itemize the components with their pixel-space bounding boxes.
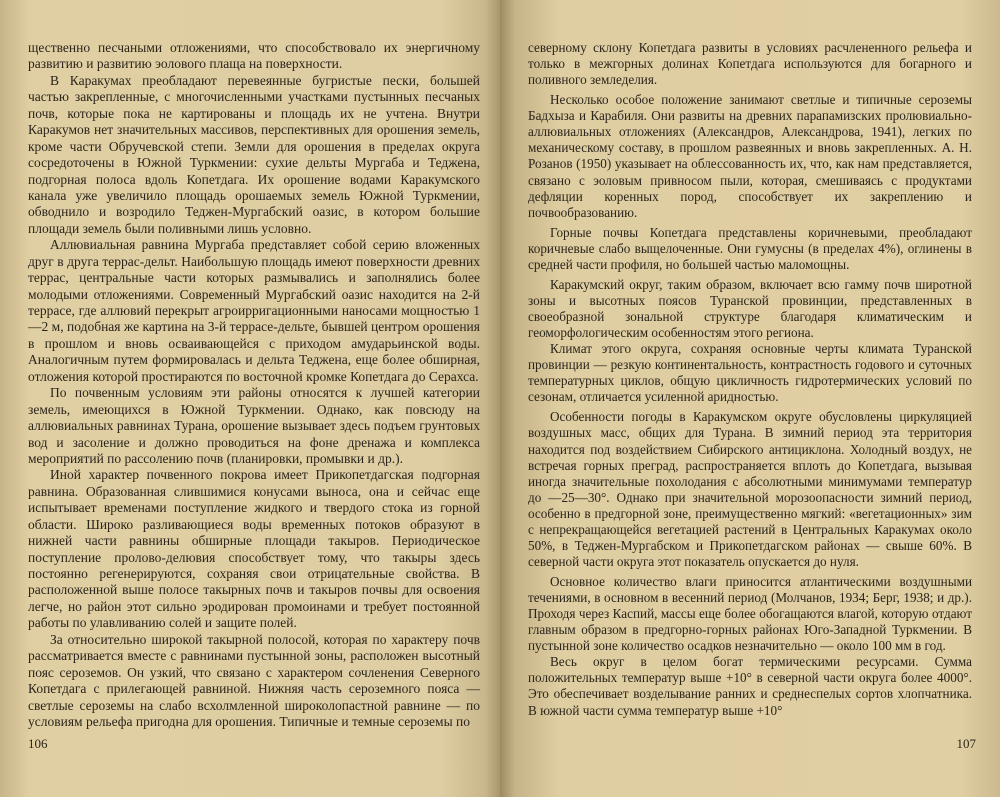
paragraph: По почвенным условиям эти районы относятся к лучшей категории земель, имеющихся в Южной Туркмении. Однако, как повсюду на аллювиальных равнинах Турана, орошение вызывает здесь подъем грунтовых вод и засоление и должно проводиться на фоне дренажа и комплекса мероприятий по рассолению почв (планировки, промывки и др.). (28, 385, 480, 466)
paragraph: Иной характер почвенного покрова имеет Прикопетдагская подгорная равнина. Образованная слившимися конусами выноса, она и сейчас еще испытывает временами поступление жидкого и твердого стока из горной области. Широко разливающиеся воды временных потоков образуют в нижней части равнины обширные площади такыров. Периодическое поступление пролово-делювия способствует тому, что такыры здесь постоянно регенерируются, сохраняя свои отрицательные свойства. В расположенной выше полосе такырных почв и такыров почвы для освоения легче, но район этот сильно эродирован промоинами и требует постоянной работы по улавливанию солей и защите полей. (28, 467, 480, 631)
paragraph: Особенности погоды в Каракумском округе обусловлены циркуляцией воздушных масс, общих для Турана. В зимний период эта территория находится под воздействием Сибирского антициклона. Холодный воздух, не встречая горных преград, распространяется вплоть до Копетдага, вызывая иногда значительные похолодания с абсолютными минимумами температур до —25—30°. Однако при значительной морозоопасности зимний период, особенно в предгорной зоне, преимущественно мягкий: «вегетационных» зим с непрекращающейся вегетацией растений в Центральных Каракумах около 50%, в Теджен-Мургабском и Прикопетдагском районах — свыше 60%. В северной части округа этот показатель опускается до нуля. (528, 409, 972, 569)
paragraph: В Каракумах преобладают перевеянные бугристые пески, большей частью закрепленные, с многочисленными участками пустынных песчаных почв, которые пока не картированы и площадь их не учтена. Внутри Каракумов нет значительных массивов, перспективных для орошения земель, кроме части Обручевской степи. Земли для орошения в пределах округа сосредоточены в Южной Туркмении: сухие дельты Мургаба и Теджена, подгорная полоса вдоль Копетдага. Их орошение водами Каракумского канала уже увеличило площадь орошаемых земель Южной Туркмении, обводнило и возродило Теджен-Мургабский оазис, в котором большие площади земель были поливными лишь условно. (28, 72, 480, 236)
paragraph: щественно песчаными отложениями, что способствовало их энергичному развитию и развитию эолового плаща на поверхности. (28, 40, 480, 72)
paragraph: Аллювиальная равнина Мургаба представляет собой серию вложенных друг в друга террас-дельт. Наибольшую площадь имеют поверхности древних террас, центральные части которых размывались и заполнялись более молодыми отложениями. Современный Мургабский оазис находится на 2-й террасе, где аллювий перекрыт агроирригационными наносами мощностью 1—2 м, подобная же картина на 3-й террасе-дельте, бывшей центром орошения в прошлом и вновь осваивающейся с приходом амударьинской воды. Аналогичным путем формировалась и дельта Теджена, еще более обширная, отложения которой простираются по восточной кромке Копетдага до Серахса. (28, 237, 480, 384)
paragraph: Горные почвы Копетдага представлены коричневыми, преобладают коричневые слабо выщелоченные. Они гумусны (в пределах 4%), оглинены в средней части профиля, но большей частью маломощны. (528, 224, 972, 272)
paragraph: северному склону Копетдага развиты в условиях расчлененного рельефа и только в межгорных долинах Копетдага используются для богарного и поливного земледелия. (528, 40, 972, 88)
paragraph: Несколько особое положение занимают светлые и типичные сероземы Бадхыза и Карабиля. Они развиты на древних парапамизских пролювиально-аллювиальных отложениях (Александров, Александрова, 1941), легких по механическому составу, в прошлом развеянных и вновь закрепленных. А. Н. Розанов (1950) указывает на облессованность их, что, как нам представляется, связано с эоловым привносом пыли, которая, смешиваясь с продуктами дефляции коренных пород, способствует их закреплению и почвообразованию. (528, 92, 972, 220)
page-number: 106 (28, 736, 48, 751)
page-number: 107 (956, 736, 976, 751)
paragraph: Климат этого округа, сохраняя основные черты климата Туранской провинции — резкую континентальность, контрастность годового и суточных температурных циклов, общую цикличность гидротермических условий по сезонам, отличается усиленной аридностью. (528, 341, 972, 405)
left-page-text (28, 40, 480, 730)
paragraph: Основное количество влаги приносится атлантическими воздушными течениями, в основном в весенний период (Молчанов, 1934; Берг, 1938; и др.). Проходя через Каспий, массы еще более обогащаются влагой, которую отдают главным образом в предгорно-горных районах Юго-Западной Туркмении. В пустынной зоне количество осадков незначительно — около 100 мм в год. (528, 574, 972, 654)
paragraph: Весь округ в целом богат термическими ресурсами. Сумма положительных температур выше +10° в северной части округа более 4000°. Это обеспечивает возделывание ранних и среднеспелых сортов хлопчатника. В южной части сумма температур выше +10° (528, 654, 972, 718)
paragraph: За относительно широкой такырной полосой, которая по характеру почв рассматривается вместе с равнинами пустынной зоны, расположен высотный пояс сероземов. Он узкий, что связано с характером сочленения Северного Копетдага с прилегающей равниной. Нижняя часть сероземного пояса — светлые сероземы на слабо всхолмленной широколопастной равнине — по условиям рельефа пригодна для орошения. Типичные и темные сероземы по (28, 631, 480, 729)
right-page (500, 0, 1000, 797)
right-page-text (528, 40, 972, 719)
paragraph: Каракумский округ, таким образом, включает всю гамму почв широтной зоны и высотных поясов Туранской провинции, представленных в своеобразной зональной структуре благодаря климатическим и геоморфологическим особенностям этого региона. (528, 276, 972, 341)
